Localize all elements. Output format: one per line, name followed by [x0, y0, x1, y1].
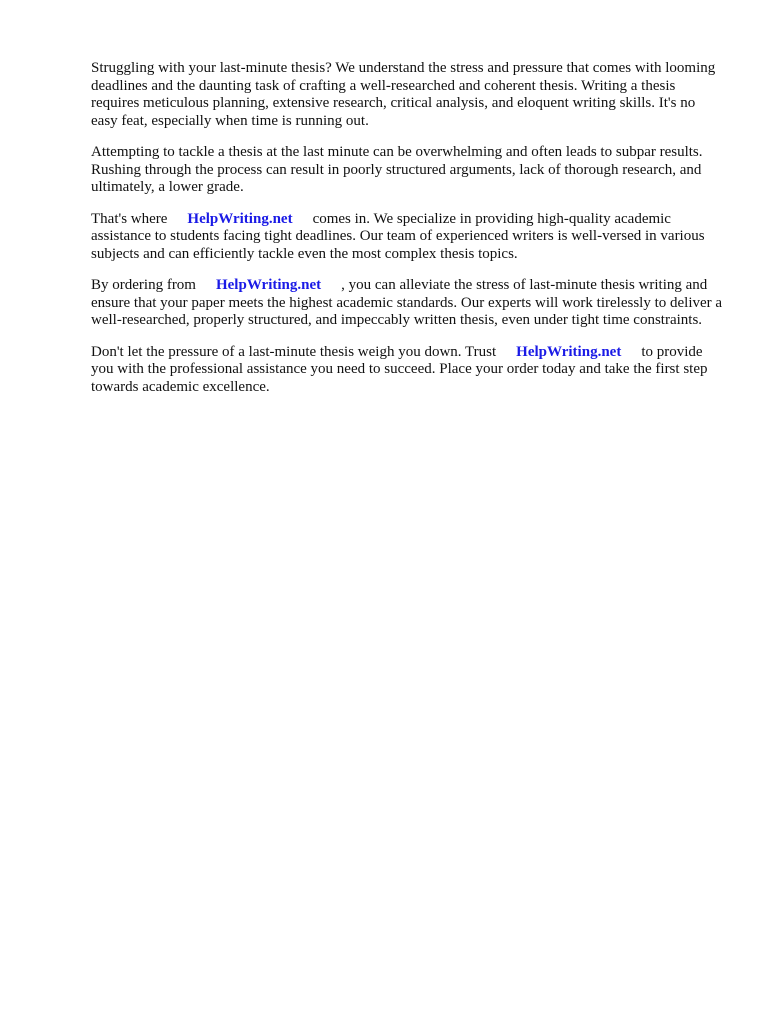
paragraph-intro: [91, 60, 723, 130]
paragraph-intro-text: Struggling with your last-minute thesis? We understand the stress and pressure that comes with looming deadlines and the daunting task of crafting a well-researched and coherent thesis. Writing a thesis requires meticulous planning, extensive research, critical analysis, and eloquent writing skills. It's no easy feat, especially when time is running out.: [91, 60, 716, 129]
paragraph-ordering: [91, 277, 723, 330]
paragraph-trust-after: to provide you with the professional assistance you need to succeed. Place your order today and take the first step towards academic excellence.: [91, 343, 708, 395]
paragraph-ordering-after: , you can alleviate the stress of last-minute thesis writing and ensure that your paper meets the highest academic standards. Our experts will work tirelessly to deliver a well-researched, properly structured, and impeccably written thesis, even under tight time constraints.: [91, 277, 723, 328]
paragraph-trust: [91, 344, 723, 397]
helpwriting-link-2[interactable]: HelpWriting.net: [215, 277, 322, 293]
helpwriting-link-1[interactable]: HelpWriting.net: [187, 210, 293, 227]
document-body: [91, 60, 723, 410]
paragraph-thats-where-before: That's where: [91, 210, 168, 227]
paragraph-last-minute-text: Attempting to tackle a thesis at the last minute can be overwhelming and often leads to subpar results. Rushing through the process can result in poorly structured arguments, lack of thorough research, and ultimately, a lower grade.: [91, 144, 703, 195]
paragraph-ordering-before: By ordering from: [91, 277, 196, 293]
paragraph-trust-before: Don't let the pressure of a last-minute thesis weigh you down. Trust: [91, 343, 497, 360]
paragraph-last-minute: [91, 144, 723, 197]
paragraph-thats-where: [91, 211, 723, 264]
paragraph-thats-where-after: comes in. We specialize in providing high-quality academic assistance to students facing tight deadlines. Our team of experienced writers is well-versed in various subjects and can efficiently tackle even the most complex thesis topics.: [91, 210, 705, 262]
helpwriting-link-3[interactable]: HelpWriting.net: [516, 343, 622, 360]
